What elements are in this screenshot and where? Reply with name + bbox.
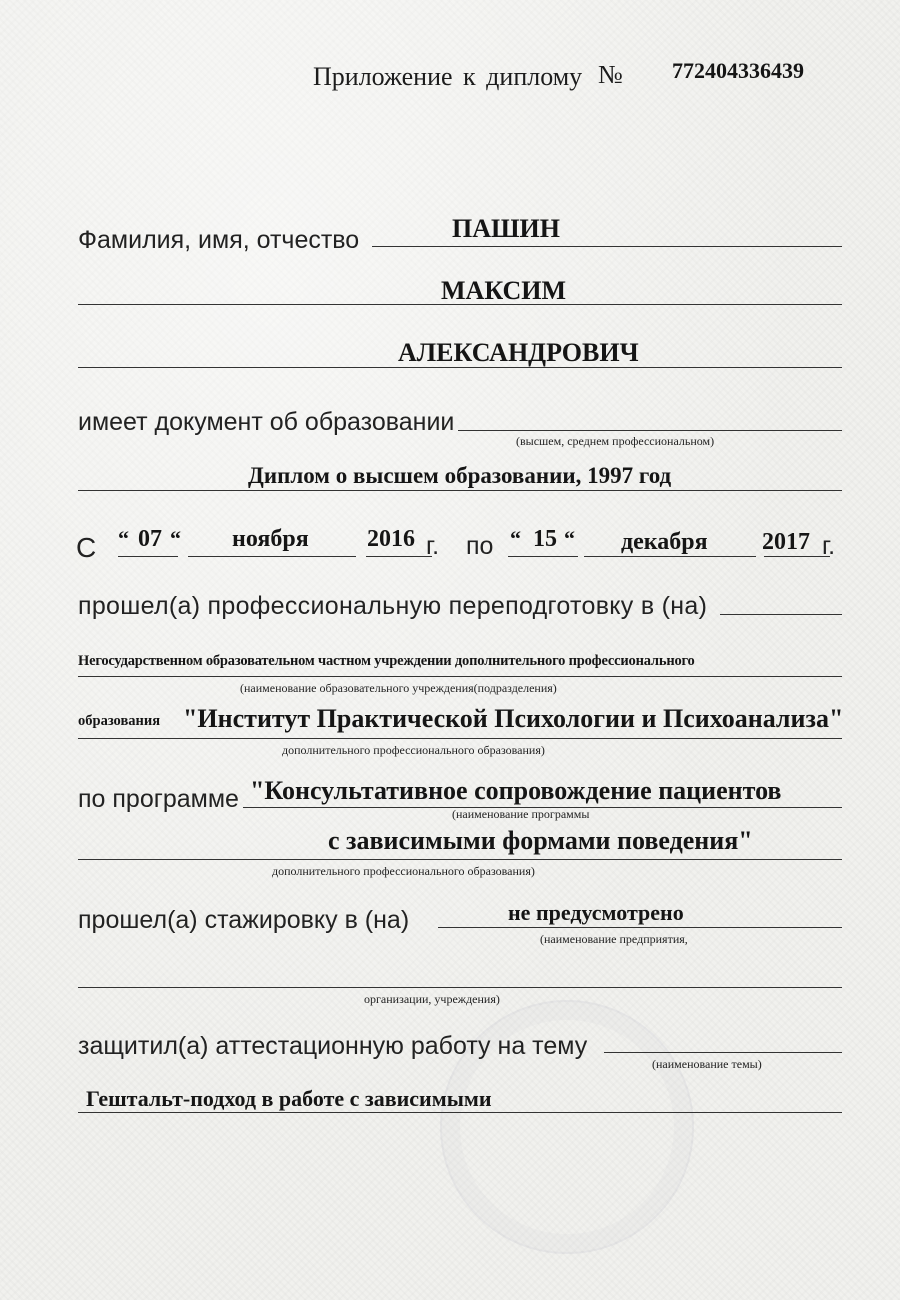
appendix-number: 772404336439 <box>672 58 804 83</box>
fio-line-1 <box>372 246 842 247</box>
institution-line-1: Негосударственном образовательном частном учреждении дополнительного профессионального <box>78 653 695 669</box>
internship-caption-1: (наименование предприятия, <box>540 932 688 946</box>
education-line-1 <box>458 430 842 431</box>
education-value: Диплом о высшем образовании, 1997 год <box>248 463 672 488</box>
thesis-line-1 <box>604 1052 842 1053</box>
institution-caption-1: (наименование образовательного учреждения(подразделения) <box>240 681 557 695</box>
institution-underline-2 <box>78 738 842 739</box>
fio-label: Фамилия, имя, отчество <box>78 226 360 254</box>
education-line-2 <box>78 490 842 491</box>
retraining-line-1 <box>720 614 842 615</box>
thesis-value: Гештальт-подход в работе с зависимыми <box>86 1086 492 1111</box>
year-suffix-1: г. <box>426 532 440 560</box>
internship-label: прошел(а) стажировку в (на) <box>78 906 410 934</box>
from-day: 07 <box>138 526 162 552</box>
year-suffix-2: г. <box>822 532 836 560</box>
program-name-1: "Консультативное сопровождение пациентов <box>250 776 782 805</box>
quote-open-1: “ <box>118 526 129 551</box>
internship-line-1 <box>438 927 842 928</box>
to-year-line <box>764 556 830 557</box>
internship-line-2 <box>78 987 842 988</box>
retraining-label: прошел(а) профессиональную переподготовку в (на) <box>78 592 708 620</box>
to-month: декабря <box>621 529 708 555</box>
institution-prefix: образования <box>78 713 161 729</box>
from-year: 2016 <box>367 526 415 552</box>
number-sign: № <box>598 60 623 89</box>
program-name-2: с зависимыми формами поведения" <box>328 826 753 855</box>
period-prefix: С <box>76 532 97 563</box>
thesis-line-2 <box>78 1112 842 1113</box>
to-year: 2017 <box>762 529 810 555</box>
thesis-caption: (наименование темы) <box>652 1057 762 1071</box>
quote-close-2: “ <box>564 526 575 551</box>
fio-patronymic: АЛЕКСАНДРОВИЧ <box>398 338 639 367</box>
internship-caption-2: организации, учреждения) <box>364 992 500 1006</box>
thesis-label: защитил(а) аттестационную работу на тему <box>78 1032 588 1060</box>
to-day-line <box>508 556 578 557</box>
appendix-title: Приложение к диплому <box>313 62 583 91</box>
from-year-line <box>366 556 432 557</box>
program-caption-2: дополнительного профессионального образования) <box>272 864 535 878</box>
institution-underline-1 <box>78 676 842 677</box>
quote-open-2: “ <box>510 526 521 551</box>
to-day: 15 <box>533 526 557 552</box>
program-label: по программе <box>78 785 239 813</box>
fio-surname: ПАШИН <box>452 214 560 243</box>
program-line-2 <box>78 859 842 860</box>
program-caption-1: (наименование программы <box>452 807 590 821</box>
institution-name: "Институт Практической Психологии и Психоанализа" <box>183 704 844 733</box>
quote-close-1: “ <box>170 526 181 551</box>
education-label: имеет документ об образовании <box>78 408 455 436</box>
fio-name: МАКСИМ <box>441 276 567 305</box>
to-month-line <box>584 556 756 557</box>
from-month: ноября <box>232 526 309 552</box>
period-by: по <box>466 532 494 560</box>
internship-value: не предусмотрено <box>508 900 684 925</box>
from-day-line <box>118 556 178 557</box>
institution-caption-2: дополнительного профессионального образования) <box>282 743 545 757</box>
from-month-line <box>188 556 356 557</box>
education-caption: (высшем, среднем профессиональном) <box>516 434 715 448</box>
